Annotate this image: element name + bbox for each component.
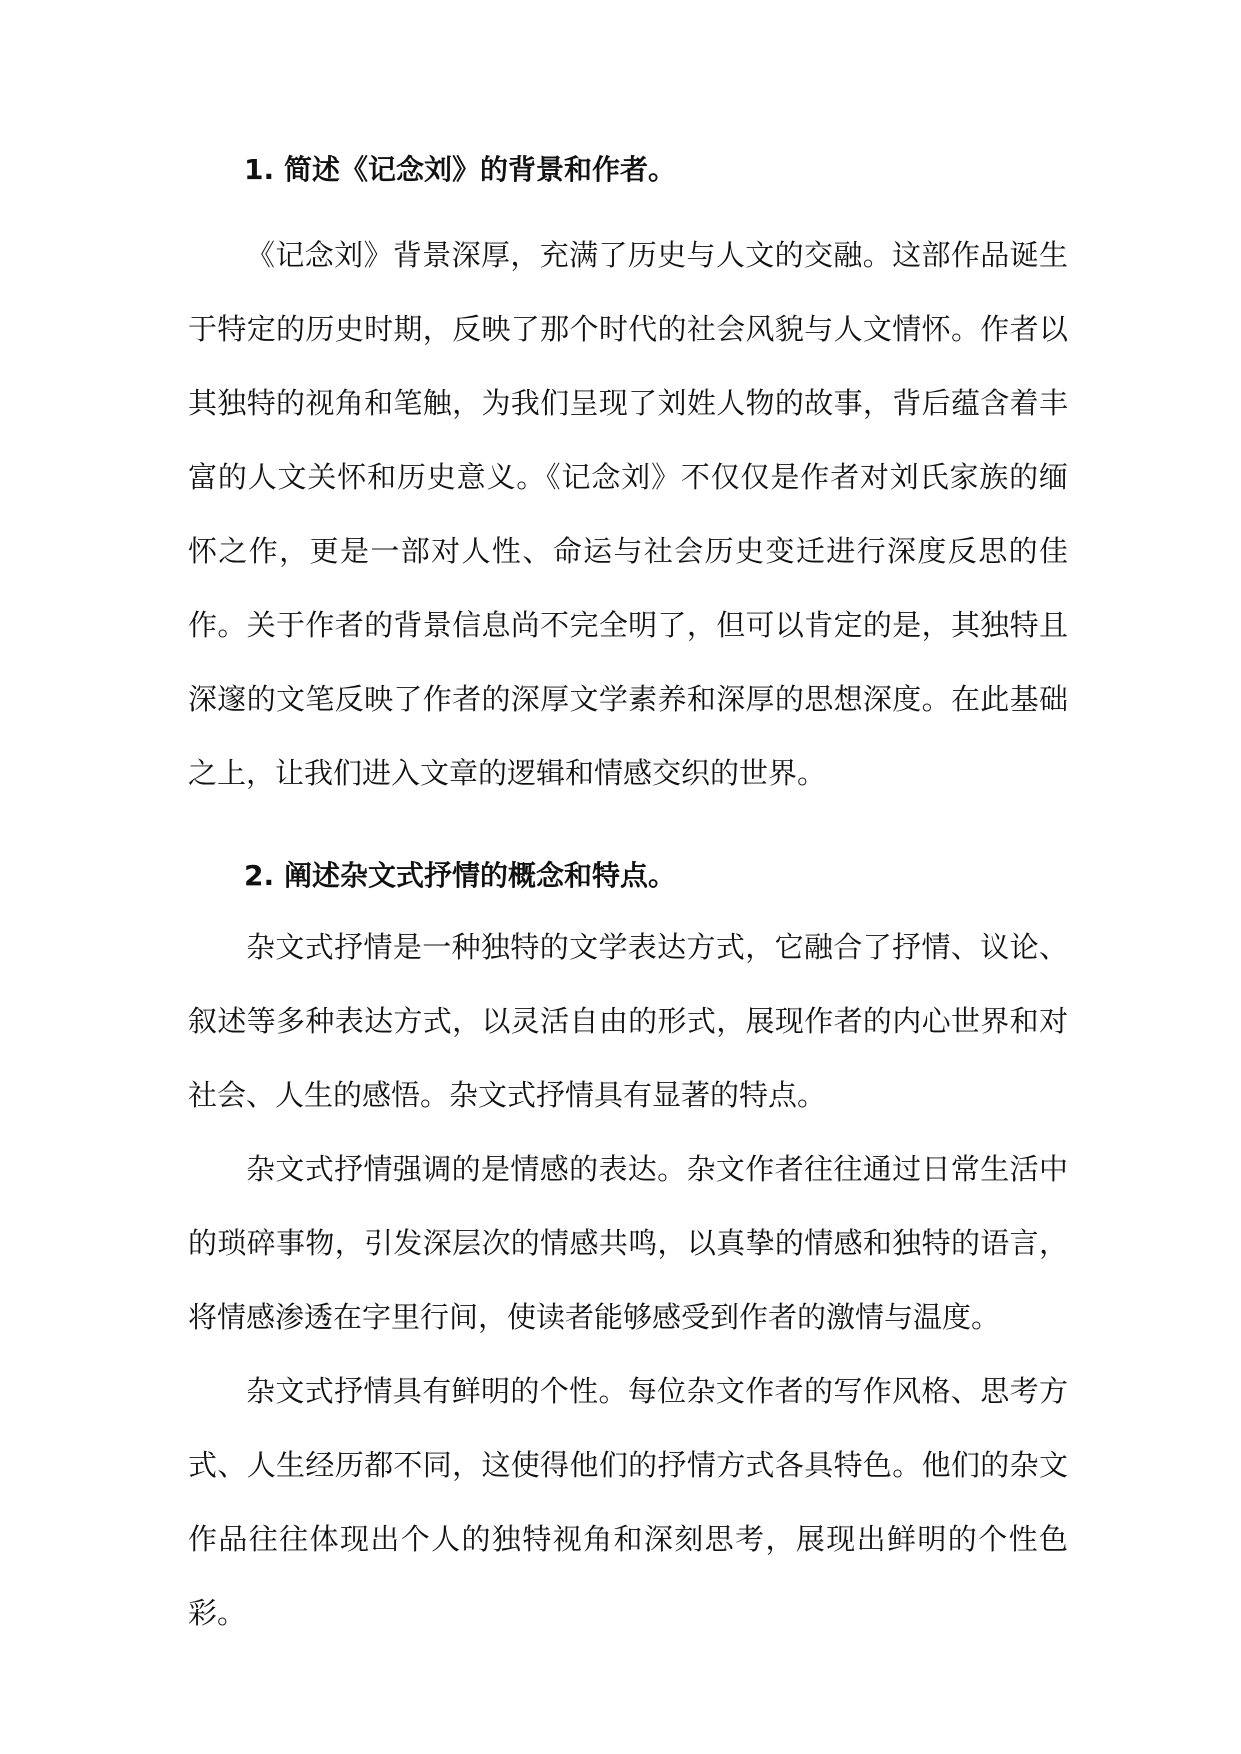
- paragraph: 杂文式抒情是一种独特的文学表达方式，它融合了抒情、议论、叙述等多种表达方式，以灵活自由的形式，展现作者的内心世界和对社会、人生的感悟。杂文式抒情具有显著的特点。: [188, 930, 1068, 1112]
- section-title: 简述《记念刘》的背景和作者。: [284, 153, 677, 186]
- paragraph: 杂文式抒情具有鲜明的个性。每位杂文作者的写作风格、思考方式、人生经历都不同，这使得他们的抒情方式各具特色。他们的杂文作品往往体现出个人的独特视角和深刻思考，展现出鲜明的个性色彩。: [188, 1374, 1068, 1630]
- section-heading: [188, 150, 1068, 190]
- paragraph: 《记念刘》背景深厚，充满了历史与人文的交融。这部作品诞生于特定的历史时期，反映了那个时代的社会风貌与人文情怀。作者以其独特的视角和笔触，为我们呈现了刘姓人物的故事，背后蕴含着丰富的人文关怀和历史意义。《记念刘》不仅仅是作者对刘氏家族的缅怀之作，更是一部对人性、命运与社会历史变迁进行深度反思的佳作。关于作者的背景信息尚不完全明了，但可以肯定的是，其独特且深邃的文笔反映了作者的深厚文学素养和深厚的思想深度。在此基础之上，让我们进入文章的逻辑和情感交织的世界。: [188, 238, 1068, 790]
- section-background-author: [188, 150, 1068, 810]
- paragraph: 杂文式抒情强调的是情感的表达。杂文作者往往通过日常生活中的琐碎事物，引发深层次的情感共鸣，以真挚的情感和独特的语言，将情感渗透在字里行间，使读者能够感受到作者的激情与温度。: [188, 1152, 1068, 1334]
- section-heading: [188, 856, 1068, 896]
- document-page: [188, 150, 1068, 1650]
- section-number: 1.: [244, 153, 275, 186]
- section-number: 2.: [244, 859, 275, 892]
- section-title: 阐述杂文式抒情的概念和特点。: [284, 859, 677, 892]
- section-essay-lyricism: [188, 856, 1068, 1650]
